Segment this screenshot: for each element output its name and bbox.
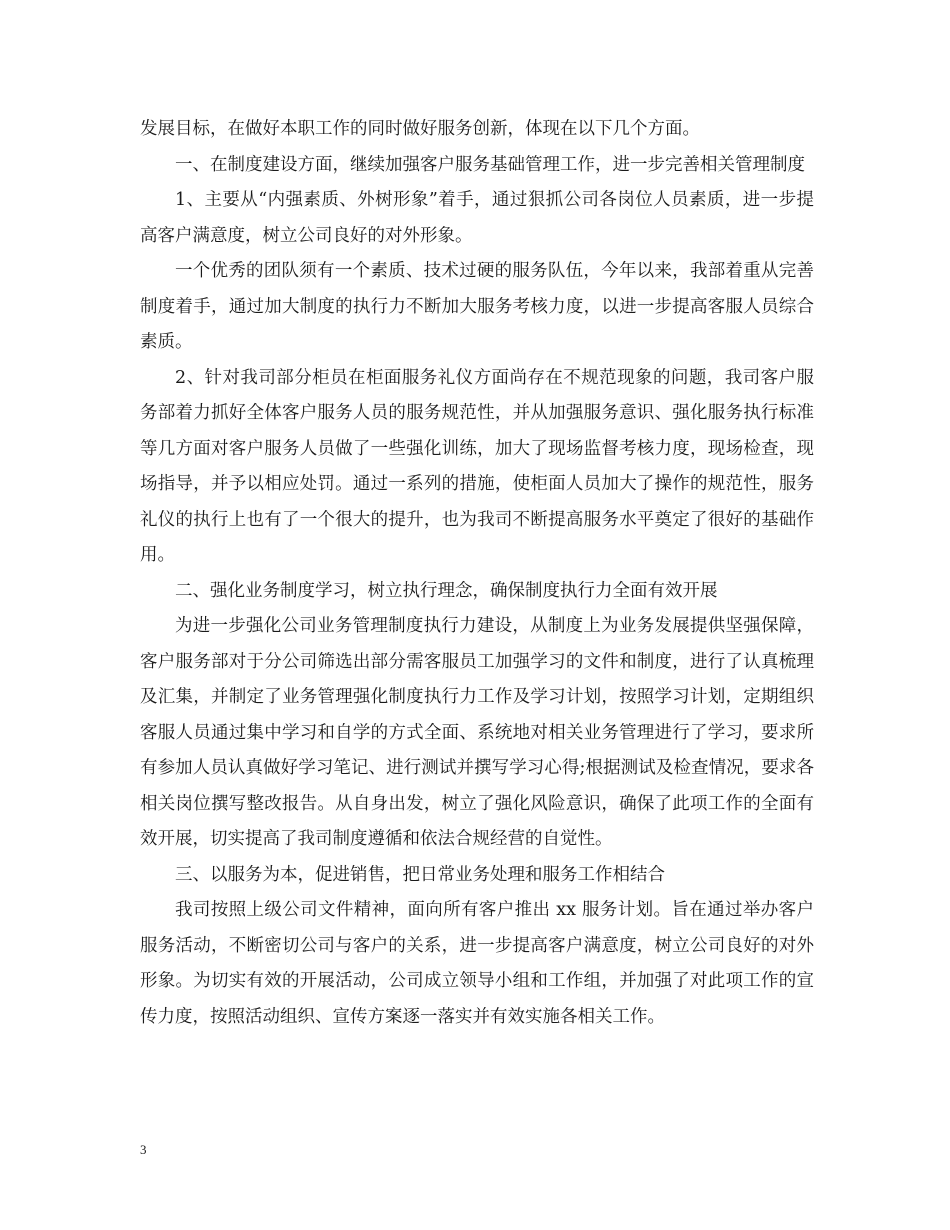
document-body — [140, 112, 814, 1035]
section-heading: 二、强化业务制度学习，树立执行理念，确保制度执行力全面有效开展 — [175, 580, 718, 601]
section-heading: 三、以服务为本，促进销售，把日常业务处理和服务工作相结合 — [175, 864, 665, 885]
paragraph: 发展目标，在做好本职工作的同时做好服务创新，体现在以下几个方面。 — [140, 119, 700, 139]
paragraph: 2、针对我司部分柜员在柜面服务礼仪方面尚存在不规范现象的问题，我司客户服务部着力抓好全体客户服务人员的服务规范性，并从加强服务意识、强化服务执行标准等几方面对客户服务人员做了一些强化训练，加大了现场监督考核力度，现场检查，现场指导，并予以相应处罚。通过一系列的措施，使柜面人员加大了操作的规范性，服务礼仪的执行上也有了一个很大的提升，也为我司不断提高服务水平奠定了很好的基础作用。 — [140, 367, 814, 565]
paragraph: 我司按照上级公司文件精神，面向所有客户推出 xx 服务计划。旨在通过举办客户服务活动，不断密切公司与客户的关系，进一步提高客户满意度，树立公司良好的对外形象。为切实有效的开展活动，公司成立领导小组和工作组，并加强了对此项工作的宣传力度，按照活动组织、宣传方案逐一落实并有效实施各相关工作。 — [140, 900, 814, 1027]
paragraph: 一个优秀的团队须有一个素质、技术过硬的服务队伍，今年以来，我部着重从完善制度着手，通过加大制度的执行力不断加大服务考核力度，以进一步提高客服人员综合素质。 — [140, 261, 814, 352]
paragraph: 1、主要从“内强素质、外树形象”着手，通过狠抓公司各岗位人员素质，进一步提高客户满意度，树立公司良好的对外形象。 — [140, 190, 814, 246]
page-number: 3 — [140, 1142, 147, 1157]
section-heading: 一、在制度建设方面，继续加强客户服务基础管理工作，进一步完善相关管理制度 — [175, 154, 805, 175]
paragraph: 为进一步强化公司业务管理制度执行力建设，从制度上为业务发展提供坚强保障，客户服务部对于分公司筛选出部分需客服员工加强学习的文件和制度，进行了认真梳理及汇集，并制定了业务管理强化制度执行力工作及学习计划，按照学习计划，定期组织客服人员通过集中学习和自学的方式全面、系统地对相关业务管理进行了学习，要求所有参加人员认真做好学习笔记、进行测试并撰写学习心得;根据测试及检查情况，要求各相关岗位撰写整改报告。从自身出发，树立了强化风险意识，确保了此项工作的全面有效开展，切实提高了我司制度遵循和依法合规经营的自觉性。 — [140, 616, 814, 849]
